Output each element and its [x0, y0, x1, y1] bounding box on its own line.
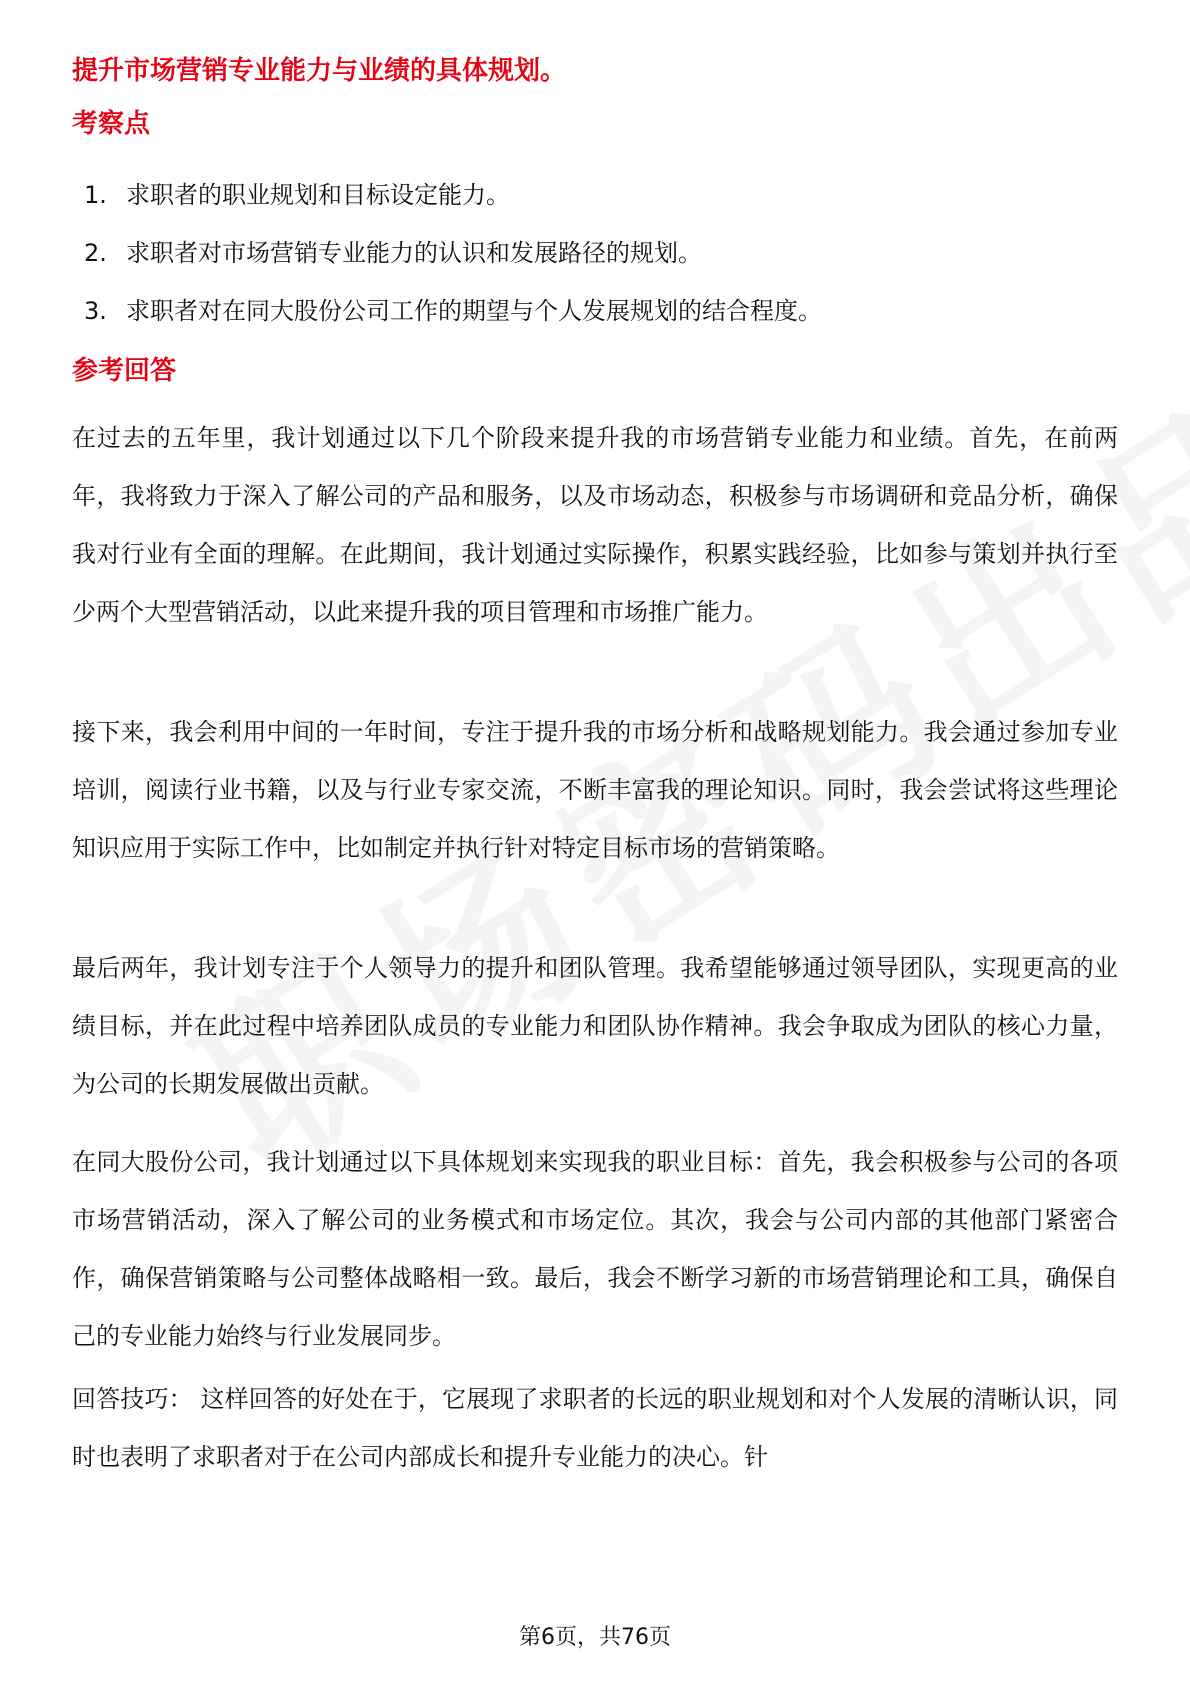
exam-points-heading: 考察点 — [72, 109, 151, 139]
answer-paragraph-2: 接下来，我会利用中间的一年时间，专注于提升我的市场分析和战略规划能力。我会通过参加专业培训，阅读行业书籍，以及与行业专家交流，不断丰富我的理论知识。同时，我会尝试将这些理论知识应用于实际工作中，比如制定并执行针对特定目标市场的营销策略。 — [72, 718, 1118, 862]
list-item — [84, 236, 1124, 294]
list-item-number: 2. — [84, 239, 107, 267]
answer-paragraph-4: 在同大股份公司，我计划通过以下具体规划来实现我的职业目标：首先，我会积极参与公司的各项市场营销活动，深入了解公司的业务模式和市场定位。其次，我会与公司内部的其他部门紧密合作，确保营销策略与公司整体战略相一致。最后，我会不断学习新的市场营销理论和工具，确保自己的专业能力始终与行业发展同步。 — [72, 1148, 1118, 1350]
list-item-text: 求职者对市场营销专业能力的认识和发展路径的规划。 — [126, 239, 702, 267]
page-number: 第6页，共76页 — [519, 1625, 671, 1650]
list-item-number: 1. — [84, 181, 107, 209]
list-item-number: 3. — [84, 297, 107, 325]
list-item-text: 求职者的职业规划和目标设定能力。 — [126, 181, 510, 209]
exam-points-list — [84, 178, 1124, 352]
list-item — [84, 178, 1124, 236]
answer-tips-paragraph: 回答技巧： 这样回答的好处在于，它展现了求职者的长远的职业规划和对个人发展的清晰认识，同时也表明了求职者对于在公司内部成长和提升专业能力的决心。针 — [72, 1385, 1118, 1471]
reference-answer-heading: 参考回答 — [72, 356, 177, 386]
answer-paragraph-3: 最后两年，我计划专注于个人领导力的提升和团队管理。我希望能够通过领导团队，实现更高的业绩目标，并在此过程中培养团队成员的专业能力和团队协作精神。我会争取成为团队的核心力量，为公司的长期发展做出贡献。 — [72, 954, 1118, 1098]
question-title: 提升市场营销专业能力与业绩的具体规划。 — [72, 56, 567, 86]
list-item — [84, 294, 1124, 352]
list-item-text: 求职者对在同大股份公司工作的期望与个人发展规划的结合程度。 — [126, 297, 822, 325]
answer-paragraph-1: 在过去的五年里，我计划通过以下几个阶段来提升我的市场营销专业能力和业绩。首先，在前两年，我将致力于深入了解公司的产品和服务，以及市场动态，积极参与市场调研和竞品分析，确保我对行业有全面的理解。在此期间，我计划通过实际操作，积累实践经验，比如参与策划并执行至少两个大型营销活动，以此来提升我的项目管理和市场推广能力。 — [72, 424, 1118, 626]
